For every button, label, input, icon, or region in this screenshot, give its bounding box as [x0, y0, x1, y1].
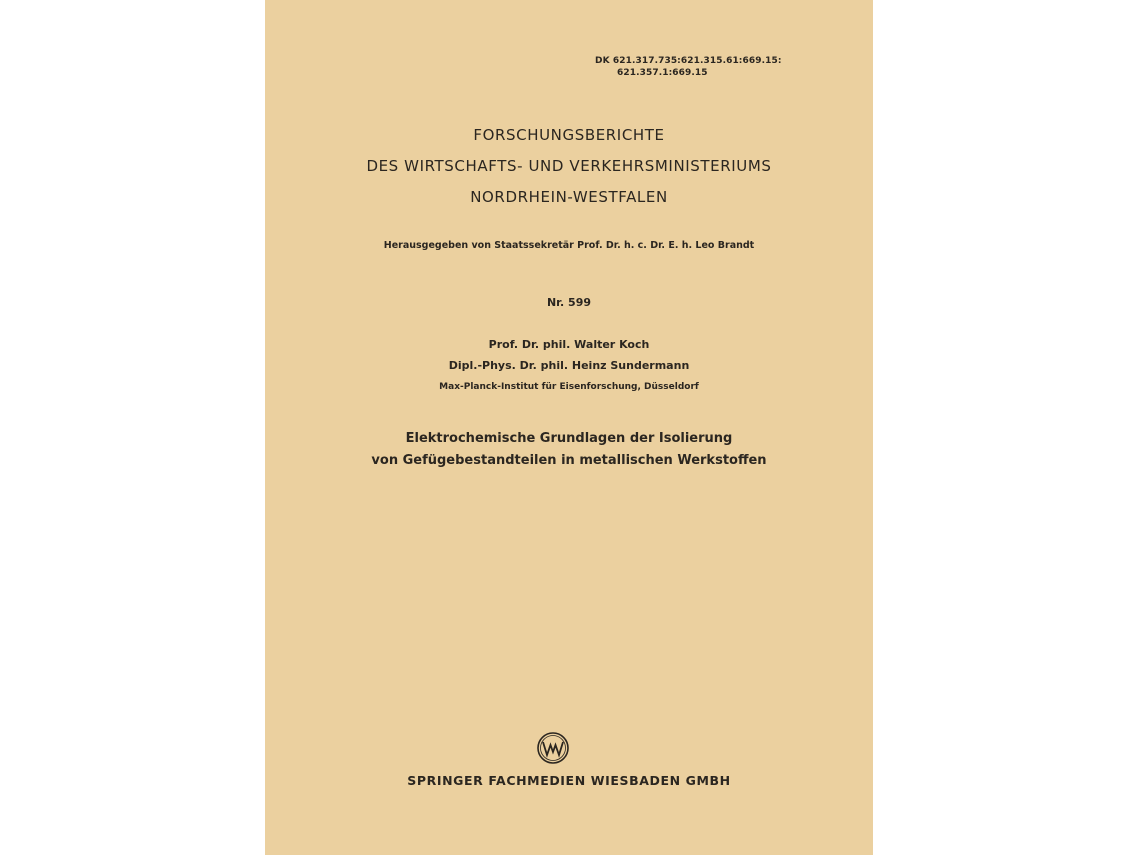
series-title-line-1: FORSCHUNGSBERICHTE — [473, 126, 665, 144]
book-title — [265, 428, 873, 472]
series-title — [265, 120, 873, 213]
publisher-name: SPRINGER FACHMEDIEN WIESBADEN GMBH — [407, 773, 731, 788]
book-title-line-2: von Gefügebestandteilen in metallischen Werkstoffen — [371, 453, 767, 468]
classification-code — [595, 55, 785, 79]
classification-code-line-1: DK 621.317.735:621.315.61:669.15: — [595, 56, 782, 66]
publisher-logo-icon — [536, 731, 570, 765]
classification-code-line-2: 621.357.1:669.15 — [617, 68, 708, 78]
book-title-line-1: Elektrochemische Grundlagen der Isolierung — [405, 431, 733, 446]
book-cover — [265, 0, 873, 855]
institute: Max-Planck-Institut für Eisenforschung, Düsseldorf — [439, 382, 699, 392]
series-title-line-2: DES WIRTSCHAFTS- UND VERKEHRSMINISTERIUMS — [366, 157, 772, 175]
authors — [265, 334, 873, 376]
author-2: Dipl.-Phys. Dr. phil. Heinz Sundermann — [448, 359, 690, 372]
series-title-line-3: NORDRHEIN-WESTFALEN — [470, 188, 668, 206]
volume-number: Nr. 599 — [546, 296, 592, 309]
editor-line: Herausgegeben von Staatssekretär Prof. Dr. h. c. Dr. E. h. Leo Brandt — [383, 240, 755, 251]
author-1: Prof. Dr. phil. Walter Koch — [488, 338, 650, 351]
